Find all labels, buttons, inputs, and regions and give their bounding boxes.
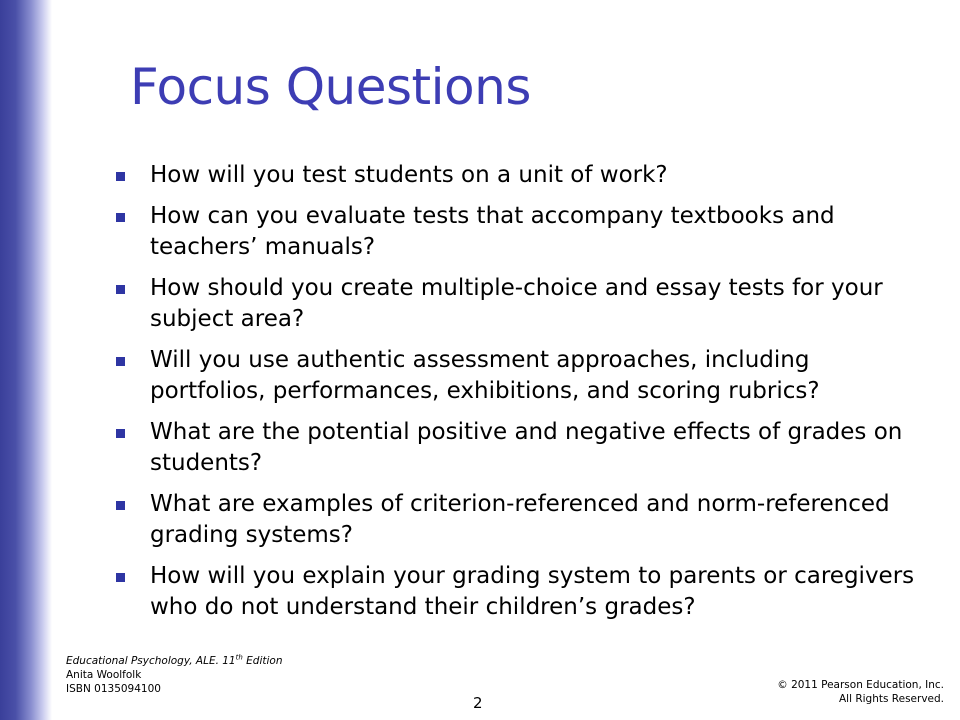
bullet-item [110,417,930,479]
bullet-text: How should you create multiple-choice and essay tests for your subject area? [150,275,883,332]
bullet-list [110,160,930,633]
bullet-item [110,273,930,335]
bullet-text: Will you use authentic assessment approaches, including portfolios, performances, exhibitions, and scoring rubrics? [150,347,820,404]
footer-author: Anita Woolfolk [66,669,142,681]
bullet-text: What are examples of criterion-referenced and norm-referenced grading systems? [150,491,890,548]
slide-title: Focus Questions [130,58,531,116]
square-bullet-icon [116,285,125,294]
bullet-item [110,160,930,191]
decorative-side-bar [0,0,52,720]
bullet-item [110,345,930,407]
rights-text: All Rights Reserved. [838,693,944,705]
bullet-text: How can you evaluate tests that accompany textbooks and teachers’ manuals? [150,203,835,260]
footer-copyright [777,678,944,706]
footer-book-title: Educational Psychology, ALE. 11th Edition [66,653,283,667]
page-number: 2 [473,694,483,712]
bullet-text: What are the potential positive and negative effects of grades on students? [150,419,903,476]
bullet-text: How will you test students on a unit of work? [150,162,668,188]
footer-isbn: ISBN 0135094100 [66,683,161,695]
square-bullet-icon [116,213,125,222]
square-bullet-icon [116,429,125,438]
bullet-item [110,201,930,263]
square-bullet-icon [116,501,125,510]
square-bullet-icon [116,573,125,582]
bullet-text: How will you explain your grading system to parents or caregivers who do not understand their children’s grades? [150,563,915,620]
bullet-item [110,489,930,551]
square-bullet-icon [116,357,125,366]
square-bullet-icon [116,172,125,181]
bullet-item [110,561,930,623]
copyright-text: © 2011 Pearson Education, Inc. [777,679,944,691]
footer-book-info [66,654,282,696]
